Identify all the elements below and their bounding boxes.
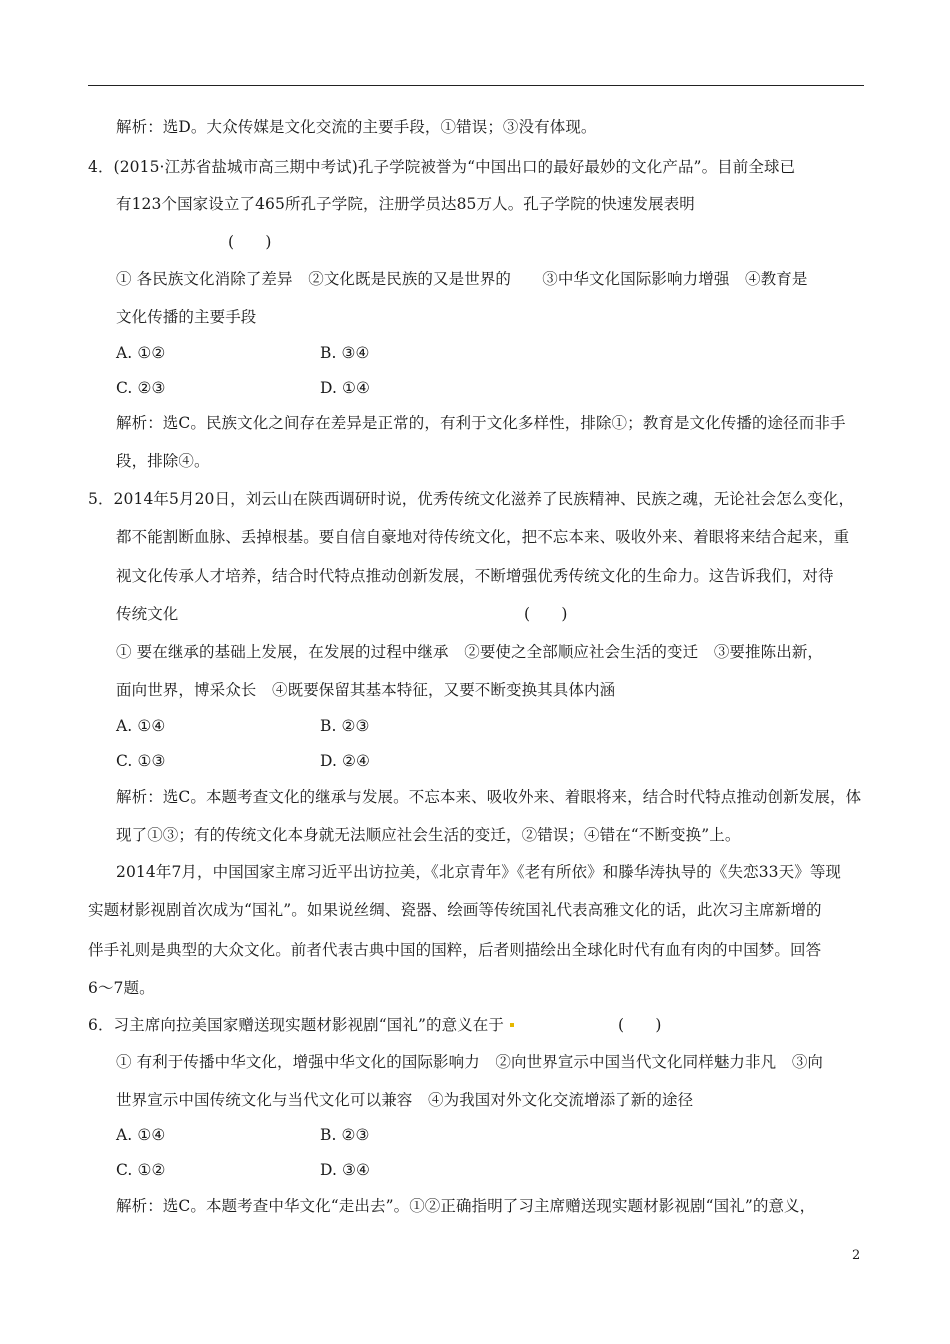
q4-option-d: D. ①④ <box>320 379 371 397</box>
q6-option-d: D. ③④ <box>320 1161 371 1179</box>
q6-option-c: C. ①② <box>116 1161 166 1179</box>
q5-stem-line3: 视文化传承人才培养，结合时代特点推动创新发展，不断增强优秀传统文化的生命力。这告诉我们，对待 <box>116 567 834 585</box>
q5-stem-line4: 传统文化 <box>116 605 179 623</box>
page-number: 2 <box>852 1248 861 1263</box>
q4-analysis-line1: 解析：选C。民族文化之间存在差异是正常的，有利于文化多样性，排除①；教育是文化传播的途径而非手 <box>116 414 846 432</box>
q4-option-b: B. ③④ <box>320 344 370 362</box>
header-rule <box>88 85 864 86</box>
q5-statements-line2: 面向世界，博采众长 ④既要保留其基本特征，又要不断变换其具体内涵 <box>116 681 616 699</box>
q6-stem-line1 <box>88 1015 518 1035</box>
q4-option-a: A. ①② <box>116 344 166 362</box>
q4-stem-line2: 有123个国家设立了465所孔子学院，注册学员达85万人。孔子学院的快速发展表明 <box>116 195 695 213</box>
q5-stem-line2: 都不能割断血脉、丢掉根基。要自信自豪地对待传统文化，把不忘本来、吸收外来、着眼将来结合起来，重 <box>116 528 850 546</box>
q4-statements-line2: 文化传播的主要手段 <box>116 308 257 326</box>
q4-analysis-line2: 段，排除④。 <box>116 452 210 470</box>
highlight-dot-icon <box>510 1023 514 1027</box>
q6-option-a: A. ①④ <box>116 1126 166 1144</box>
q6-answer-paren: ( ) <box>618 1016 662 1034</box>
q5-answer-paren: ( ) <box>524 605 568 623</box>
q5-statements-line1: ① 要在继承的基础上发展，在发展的过程中继承 ②要使之全部顺应社会生活的变迁 ③要推陈出新， <box>116 643 824 661</box>
q5-option-c: C. ①③ <box>116 752 166 770</box>
q5-analysis-line2: 现了①③；有的传统文化本身就无法顺应社会生活的变迁，②错误；④错在“不断变换”上。 <box>116 826 741 844</box>
q6-analysis-line1: 解析：选C。本题考查中华文化“走出去”。①②正确指明了习主席赠送现实题材影视剧“国礼”的意义， <box>116 1197 816 1215</box>
material-line3: 伴手礼则是典型的大众文化。前者代表古典中国的国粹，后者则描绘出全球化时代有血有肉的中国梦。回答 <box>88 941 822 959</box>
q5-option-b: B. ②③ <box>320 717 370 735</box>
material-line2: 实题材影视剧首次成为“国礼”。如果说丝绸、瓷器、绘画等传统国礼代表高雅文化的话，此次习主席新增的 <box>88 901 822 919</box>
q4-statements-line1: ① 各民族文化消除了差异 ②文化既是民族的又是世界的 ③中华文化国际影响力增强 ④教育是 <box>116 270 808 288</box>
q4-answer-paren: ( ) <box>228 233 272 251</box>
q5-option-a: A. ①④ <box>116 717 166 735</box>
q6-statements-line2: 世界宣示中国传统文化与当代文化可以兼容 ④为我国对外文化交流增添了新的途径 <box>116 1091 694 1109</box>
q6-option-b: B. ②③ <box>320 1126 370 1144</box>
q6-statements-line1: ① 有利于传播中华文化，增强中华文化的国际影响力 ②向世界宣示中国当代文化同样魅力非凡 ③向 <box>116 1053 824 1071</box>
material-line4: 6～7题。 <box>88 979 155 997</box>
q6-stem-text: 6．习主席向拉美国家赠送现实题材影视剧“国礼”的意义在于 <box>88 1016 505 1034</box>
q4-stem-line1: 4．(2015·江苏省盐城市高三期中考试)孔子学院被誉为“中国出口的最好最妙的文化产品”。目前全球已 <box>88 158 796 176</box>
material-line1: 2014年7月，中国国家主席习近平出访拉美，《北京青年》《老有所依》和滕华涛执导的《失恋33天》等现 <box>116 863 842 881</box>
q4-option-c: C. ②③ <box>116 379 166 397</box>
q5-stem-line1: 5．2014年5月20日，刘云山在陕西调研时说，优秀传统文化滋养了民族精神、民族之魂，无论社会怎么变化， <box>88 490 855 508</box>
q5-option-d: D. ②④ <box>320 752 371 770</box>
answer-q3: 解析：选D。大众传媒是文化交流的主要手段，①错误；③没有体现。 <box>116 118 597 136</box>
q5-analysis-line1: 解析：选C。本题考查文化的继承与发展。不忘本来、吸收外来、着眼将来，结合时代特点推动创新发展，体 <box>116 788 862 806</box>
